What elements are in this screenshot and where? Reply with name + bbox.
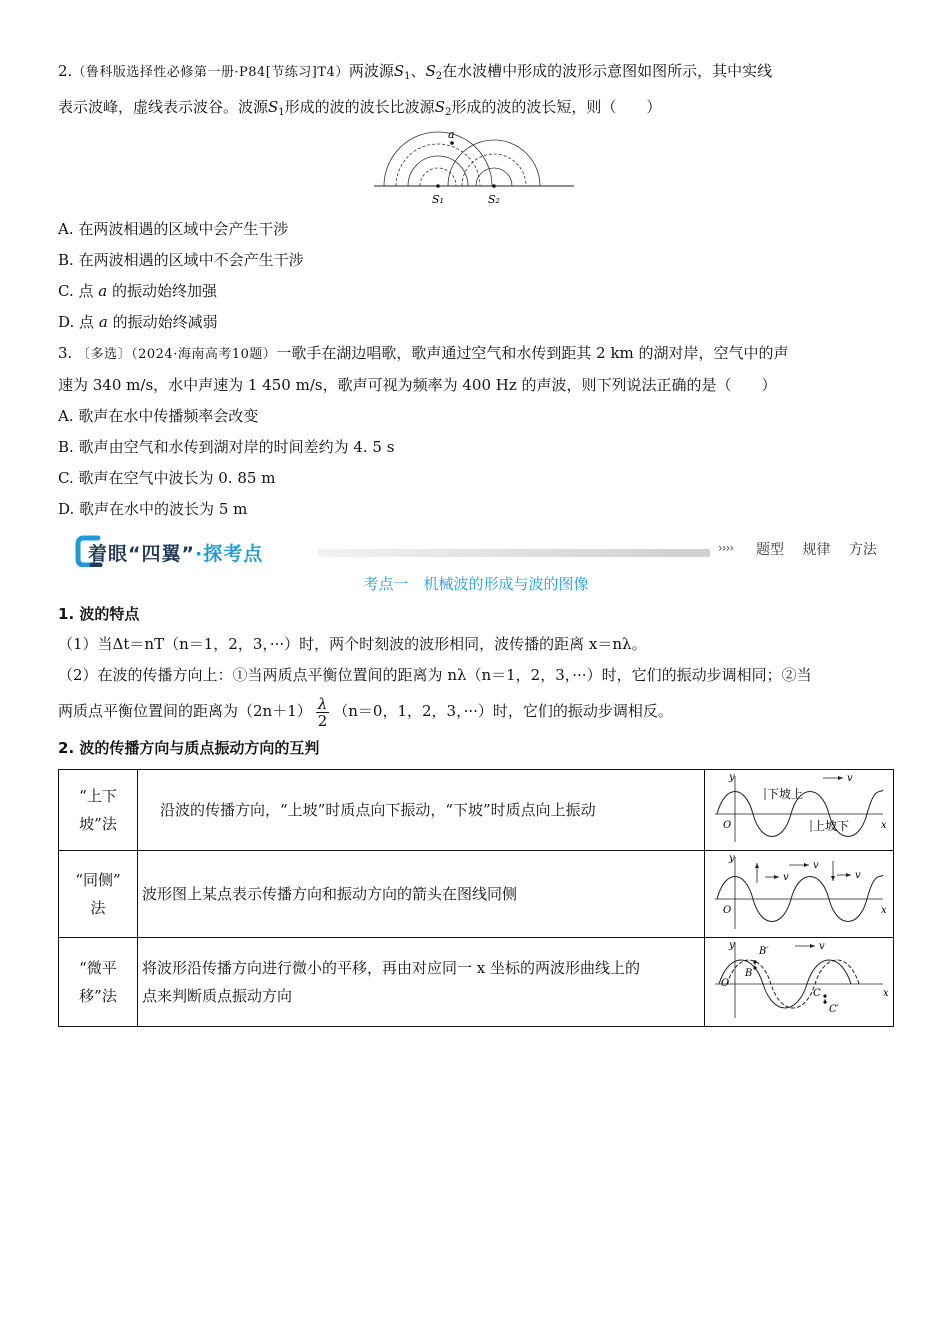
label-s1: S₁ [432,193,444,206]
sub-2: 2 [435,71,443,82]
option-var: a [98,313,108,331]
method-cell [59,770,138,851]
p2-line2-b: （n＝0，1，2，3，···）时，它们的振动步调相反。 [333,702,673,720]
option-text: 歌声在水中的波长为 5 m [79,500,248,518]
q2-text: 两波源 [348,62,394,80]
q3-option-d [58,494,894,525]
s1-crest-1 [408,156,468,186]
axis-x: x [883,988,889,999]
option-text: 歌声由空气和水传到湖对岸的时间差约为 4. 5 s [78,438,395,456]
axis-x: x [881,905,887,916]
heading-num: 2 [58,739,69,757]
method-a: “上下 [79,787,117,805]
q2-line2 [58,92,894,128]
label-v: v [819,941,825,952]
q2-line2-a: 表示波峰，虚线表示波谷。波源 [58,98,269,116]
option-letter: D. [58,313,75,331]
document-page [58,56,894,1027]
desc-b: 点来判断质点振动方向 [142,987,293,1005]
table-row [59,938,894,1027]
banner-title-c: · [195,543,204,565]
q2-option-c [58,276,894,307]
s1-crest-2 [384,132,492,186]
var-s1: S [393,62,405,80]
figure-cell [705,938,894,1027]
s1-point [436,184,440,188]
origin: O [723,820,732,831]
var-s2: S [434,98,445,116]
option-text: 的振动始终加强 [112,282,218,300]
table-row [59,851,894,938]
axis-x: x [881,820,887,831]
desc-cell: 沿波的传播方向，“上坡”时质点向下振动，“下坡”时质点向上振动 [138,770,705,851]
origin: O [723,905,732,916]
method-b: 法 [90,899,106,917]
banner-bar [318,549,710,557]
label-b: B [745,968,753,979]
label-c: C [813,988,821,999]
p2-line2-a: 两质点平衡位置间的距离为（2n＋1） [58,702,312,720]
q2-option-b [58,245,894,276]
same-side-figure [705,851,893,933]
table-row [59,770,894,851]
micro-shift-figure [705,938,893,1022]
figure-cell [705,851,894,938]
section-banner [58,533,894,569]
var-s1: S [268,98,279,116]
desc-cell [138,938,705,1027]
wave-interference-figure [374,130,578,210]
banner-title-a: 着眼 [88,543,129,565]
s2-trough-1 [462,154,526,186]
label-b-prime: B′ [759,946,769,957]
option-letter: B. [58,438,74,456]
q2-line2-b: 形成的波的波长比波源 [284,98,435,116]
label-v: v [855,870,861,881]
method-a: “微平 [79,959,117,977]
q3-tag: 〔多选〕 [77,347,132,362]
q3-line2 [58,370,894,401]
heading-text: . 波的特点 [68,605,140,623]
label-down-up: 下坡上 [767,787,804,801]
method-cell [59,938,138,1027]
label-v: v [783,872,789,883]
q2-text-b: 在水波槽中形成的波形示意图如图所示，其中实线 [442,62,773,80]
section1-p1: （1）当Δt＝nT（n＝1，2，3，···）时，两个时刻波的波形相同，波传播的距离 x＝nλ。 [58,635,647,653]
axis-y: y [729,940,735,951]
q2-source: （鲁科版选择性必修第一册·P84[节练习]T4） [72,65,349,80]
q3-line1 [58,338,894,370]
banner-title-b: “四翼” [128,543,195,565]
label-s2: S₂ [488,193,500,206]
banner-title-d: 探考点 [203,543,264,565]
label-a: a [448,130,455,141]
label-up-down: 上坡下 [813,819,850,833]
var-s2: S [425,62,436,80]
desc-a: 将波形沿传播方向进行微小的平移，再由对应同一 x 坐标的两波形曲线上的 [142,959,640,977]
s2-crest-2 [448,140,540,186]
option-text: 歌声在水中传播频率会改变 [78,407,259,425]
lambda-over-2-fraction [316,696,330,729]
axis-y: y [729,853,735,864]
q2-line1 [58,56,894,92]
section1-p2-line1: （2）在波的传播方向上：①当两质点平衡位置间的距离为 nλ（n＝1，2，3，···）时，它们的振动步调相同；②当 [58,666,812,684]
option-var: a [98,282,108,300]
desc-cell: 波形图上某点表示传播方向和振动方向的箭头在图线同侧 [138,851,705,938]
label-c-prime: C′ [829,1004,839,1015]
frac-den: 2 [317,711,328,730]
option-pre: 点 [78,282,94,300]
option-letter: A. [58,220,74,238]
q3-option-c [58,463,894,494]
q3-text-2: 速为 340 m/s，水中声速为 1 450 m/s，歌声可视为频率为 400 Hz 的声波，则下列说法正确的是（ ） [58,376,777,394]
sub-1: 1 [404,71,411,82]
section1-p2-line2 [58,691,894,731]
option-letter: A. [58,407,74,425]
option-letter: D. [58,500,75,518]
q3-option-b [58,432,894,463]
section1-heading [58,599,894,629]
option-letter: B. [58,251,74,269]
banner-tags: 题型 规律 方法 [756,542,877,558]
s2-point [492,184,496,188]
label-v: v [847,773,853,784]
sep: 、 [410,62,426,80]
banner-title [88,539,263,566]
option-text: 在两波相遇的区域中会产生干涉 [78,220,289,238]
q3-option-a [58,401,894,432]
axis-y: y [729,772,735,783]
sub-1: 1 [278,107,285,118]
s2-crest-1 [476,168,512,186]
slope-method-figure [705,770,893,846]
section2-heading [58,733,894,763]
origin: O [721,978,730,989]
option-text: 在两波相遇的区域中不会产生干涉 [78,251,304,269]
option-letter: C. [58,282,74,300]
section-title: 考点一 机械波的形成与波的图像 [363,575,589,593]
figure-cell [705,770,894,851]
heading-num: 1 [58,605,69,623]
sub-2: 2 [444,107,452,118]
methods-table [58,769,894,1027]
option-text: 歌声在空气中波长为 0. 85 m [78,469,276,487]
a-point [450,141,454,145]
option-pre: 点 [79,313,95,331]
banner-arrows-icon: ›››› [718,541,734,555]
q2-option-d [58,307,894,338]
method-cell [59,851,138,938]
method-b: 坡”法 [79,815,117,833]
option-text: 的振动始终减弱 [112,313,218,331]
q3-number: 3. [58,344,73,362]
label-v: v [813,860,819,871]
q2-option-a [58,214,894,245]
method-b: 移”法 [79,987,117,1005]
option-letter: C. [58,469,74,487]
method-a: “同侧” [75,871,121,889]
q3-source: （2024·海南高考10题） [131,347,277,362]
q3-text: 一歌手在湖边唱歌，歌声通过空气和水传到距其 2 km 的湖对岸，空气中的声 [276,344,789,362]
q2-line2-c: 形成的波的波长短，则（ ） [451,98,662,116]
heading-text: . 波的传播方向与质点振动方向的互判 [68,739,320,757]
frac-num: λ [317,694,328,713]
q2-number: 2. [58,62,73,80]
